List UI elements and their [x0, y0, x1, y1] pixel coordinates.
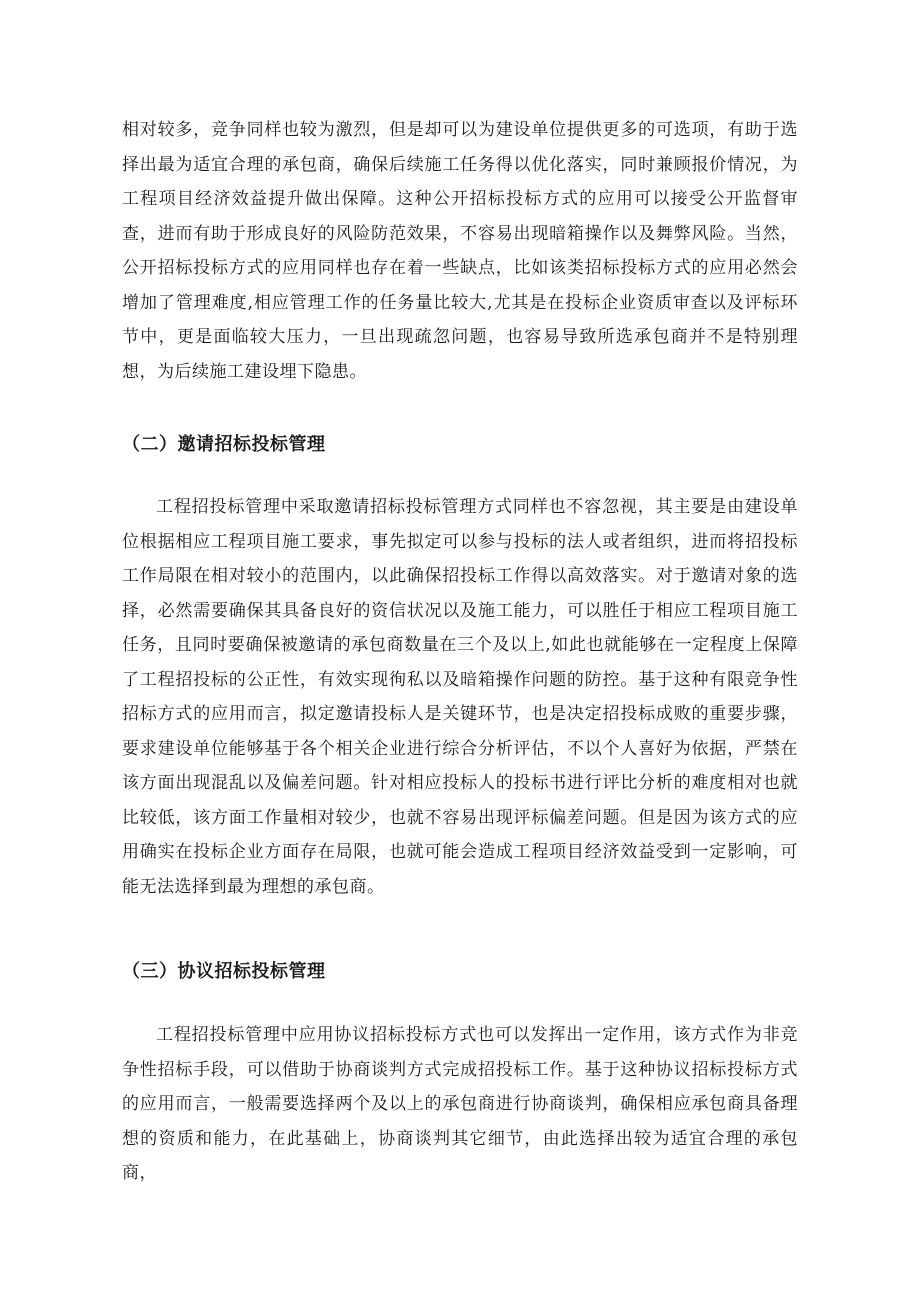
section-heading-negotiated-bidding: （三）协议招标投标管理 [122, 961, 326, 982]
body-paragraph-public-bidding: 相对较多，竞争同样也较为激烈，但是却可以为建设单位提供更多的可选项，有助于选择出最为适宜合理的承包商，确保后续施工任务得以优化落实，同时兼顾报价情况，为工程项目经济效益提升做出保障。这种公开招标投标方式的应用可以接受公开监督审查，进而有助于形成良好的风险防范效果，不容易出现暗箱操作以及舞弊风险。当然，公开招标投标方式的应用同样也存在着一些缺点，比如该类招标投标方式的应用必然会增加了管理难度,相应管理工作的任务量比较大,尤其是在投标企业资质审查以及评标环节中，更是面临较大压力，一旦出现疏忽问题，也容易导致所选承包商并不是特别理想，为后续施工建设埋下隐患。 [122, 120, 798, 382]
body-paragraph-invited-bidding: 工程招投标管理中采取邀请招标投标管理方式同样也不容忽视，其主要是由建设单位根据相应工程项目施工要求，事先拟定可以参与投标的法人或者组织，进而将招投标工作局限在相对较小的范围内，以此确保招投标工作得以高效落实。对于邀请对象的选择，必然需要确保其具备良好的资信状况以及施工能力，可以胜任于相应工程项目施工任务，且同时要确保被邀请的承包商数量在三个及以上,如此也就能够在一定程度上保障了工程招投标的公正性，有效实现徇私以及暗箱操作问题的防控。基于这种有限竞争性招标方式的应用而言，拟定邀请投标人是关键环节，也是决定招投标成败的重要步骤，要求建设单位能够基于各个相关企业进行综合分析评估，不以个人喜好为依据，严禁在该方面出现混乱以及偏差问题。针对相应投标人的投标书进行评比分析的难度相对也就比较低，该方面工作量相对较少，也就不容易出现评标偏差问题。但是因为该方式的应用确实在投标企业方面存在局限，也就可能会造成工程项目经济效益受到一定影响，可能无法选择到最为理想的承包商。 [122, 497, 798, 897]
section-heading-invited-bidding: （二）邀请招标投标管理 [122, 434, 326, 455]
body-paragraph-negotiated-bidding: 工程招投标管理中应用协议招标投标方式也可以发挥出一定作用，该方式作为非竞争性招标手段，可以借助于协商谈判方式完成招投标工作。基于这种协议招标投标方式的应用而言，一般需要选择两个及以上的承包商进行协商谈判，确保相应承包商具备理想的资质和能力，在此基础上，协商谈判其它细节，由此选择出较为适宜合理的承包商， [122, 1025, 798, 1183]
